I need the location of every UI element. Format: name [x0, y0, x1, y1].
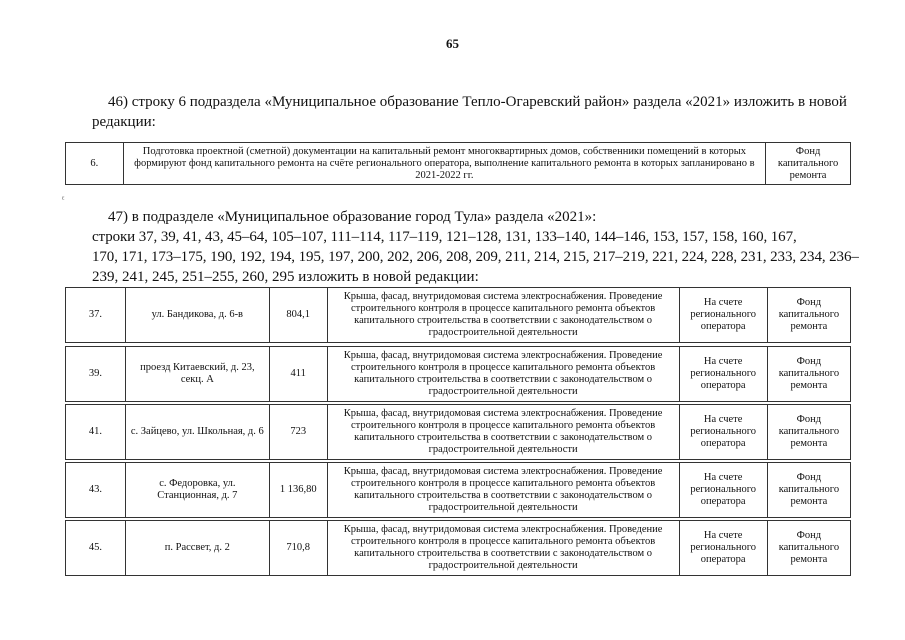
paragraph-47-line4: 239, 241, 245, 251–255, 260, 295 изложить в новой редакции:	[92, 269, 479, 285]
paragraph-47-line2: строки 37, 39, 41, 43, 45–64, 105–107, 111–114, 117–119, 121–128, 131, 133–140, 144–146, 153, 157, 158, 160, 167,	[92, 229, 797, 245]
stray-mark: ᵋ	[62, 194, 65, 205]
funding-source: Фонд капитального ремонта	[766, 143, 851, 185]
address: с. Федоровка, ул. Станционная, д. 7	[125, 463, 269, 518]
row-number: 45.	[66, 521, 126, 576]
row-number: 39.	[66, 347, 126, 402]
account-type: На счете регионального оператора	[679, 347, 767, 402]
row-number: 6.	[66, 143, 124, 185]
address: ул. Бандикова, д. 6-в	[125, 288, 269, 343]
work-description: Крыша, фасад, внутридомовая система электроснабжения. Проведение строительного контроля в процессе капитального ремонта объектов капитального строительства в соответствии с законодательством о градостроительной деятельности	[327, 463, 679, 518]
work-description: Крыша, фасад, внутридомовая система электроснабжения. Проведение строительного контроля в процессе капитального ремонта объектов капитального строительства в соответствии с законодательством о градостроительной деятельности	[327, 347, 679, 402]
account-type: На счете регионального оператора	[679, 405, 767, 460]
funding-source: Фонд капитального ремонта	[767, 288, 850, 343]
account-type: На счете регионального оператора	[679, 521, 767, 576]
funding-source: Фонд капитального ремонта	[767, 347, 850, 402]
table-row	[65, 404, 851, 460]
table-row	[65, 346, 851, 402]
funding-source: Фонд капитального ремонта	[767, 405, 850, 460]
paragraph-46	[92, 92, 852, 132]
work-description: Подготовка проектной (сметной) документации на капитальный ремонт многоквартирных домов, собственники помещений в которых формируют фонд капитального ремонта на счёте регионального оператора, выполнение капитального ремонта в которых запланировано в 2021-2022 гг.	[123, 143, 765, 185]
paragraph-47-line3: 170, 171, 173–175, 190, 192, 194, 195, 197, 200, 202, 206, 208, 209, 211, 214, 215, 217–219, 221, 224, 228, 231, 233, 234, 236–	[92, 249, 859, 265]
account-type: На счете регионального оператора	[679, 463, 767, 518]
row-number: 37.	[66, 288, 126, 343]
area: 804,1	[269, 288, 327, 343]
table-row	[65, 287, 851, 343]
row-number: 43.	[66, 463, 126, 518]
paragraph-46-line1: 46) строку 6 подраздела «Муниципальное образование Тепло-Огаревский район» раздела «2021» изложить в новой	[108, 94, 847, 110]
paragraph-47-line1: 47) в подразделе «Муниципальное образование город Тула» раздела «2021»:	[108, 209, 597, 225]
paragraph-47	[92, 207, 859, 287]
table-row	[65, 520, 851, 576]
area: 411	[269, 347, 327, 402]
address: с. Зайцево, ул. Школьная, д. 6	[125, 405, 269, 460]
work-description: Крыша, фасад, внутридомовая система электроснабжения. Проведение строительного контроля в процессе капитального ремонта объектов капитального строительства в соответствии с законодательством о градостроительной деятельности	[327, 405, 679, 460]
work-description: Крыша, фасад, внутридомовая система электроснабжения. Проведение строительного контроля в процессе капитального ремонта объектов капитального строительства в соответствии с законодательством о градостроительной деятельности	[327, 288, 679, 343]
address: проезд Китаевский, д. 23, секц. А	[125, 347, 269, 402]
funding-source: Фонд капитального ремонта	[767, 463, 850, 518]
paragraph-46-line2: редакции:	[92, 114, 156, 130]
area: 1 136,80	[269, 463, 327, 518]
area: 723	[269, 405, 327, 460]
table-row-6	[65, 142, 851, 185]
table-row	[65, 462, 851, 518]
page-number: 65	[446, 36, 459, 51]
row-number: 41.	[66, 405, 126, 460]
funding-source: Фонд капитального ремонта	[767, 521, 850, 576]
work-description: Крыша, фасад, внутридомовая система электроснабжения. Проведение строительного контроля в процессе капитального ремонта объектов капитального строительства в соответствии с законодательством о градостроительной деятельности	[327, 521, 679, 576]
area: 710,8	[269, 521, 327, 576]
address: п. Рассвет, д. 2	[125, 521, 269, 576]
account-type: На счете регионального оператора	[679, 288, 767, 343]
